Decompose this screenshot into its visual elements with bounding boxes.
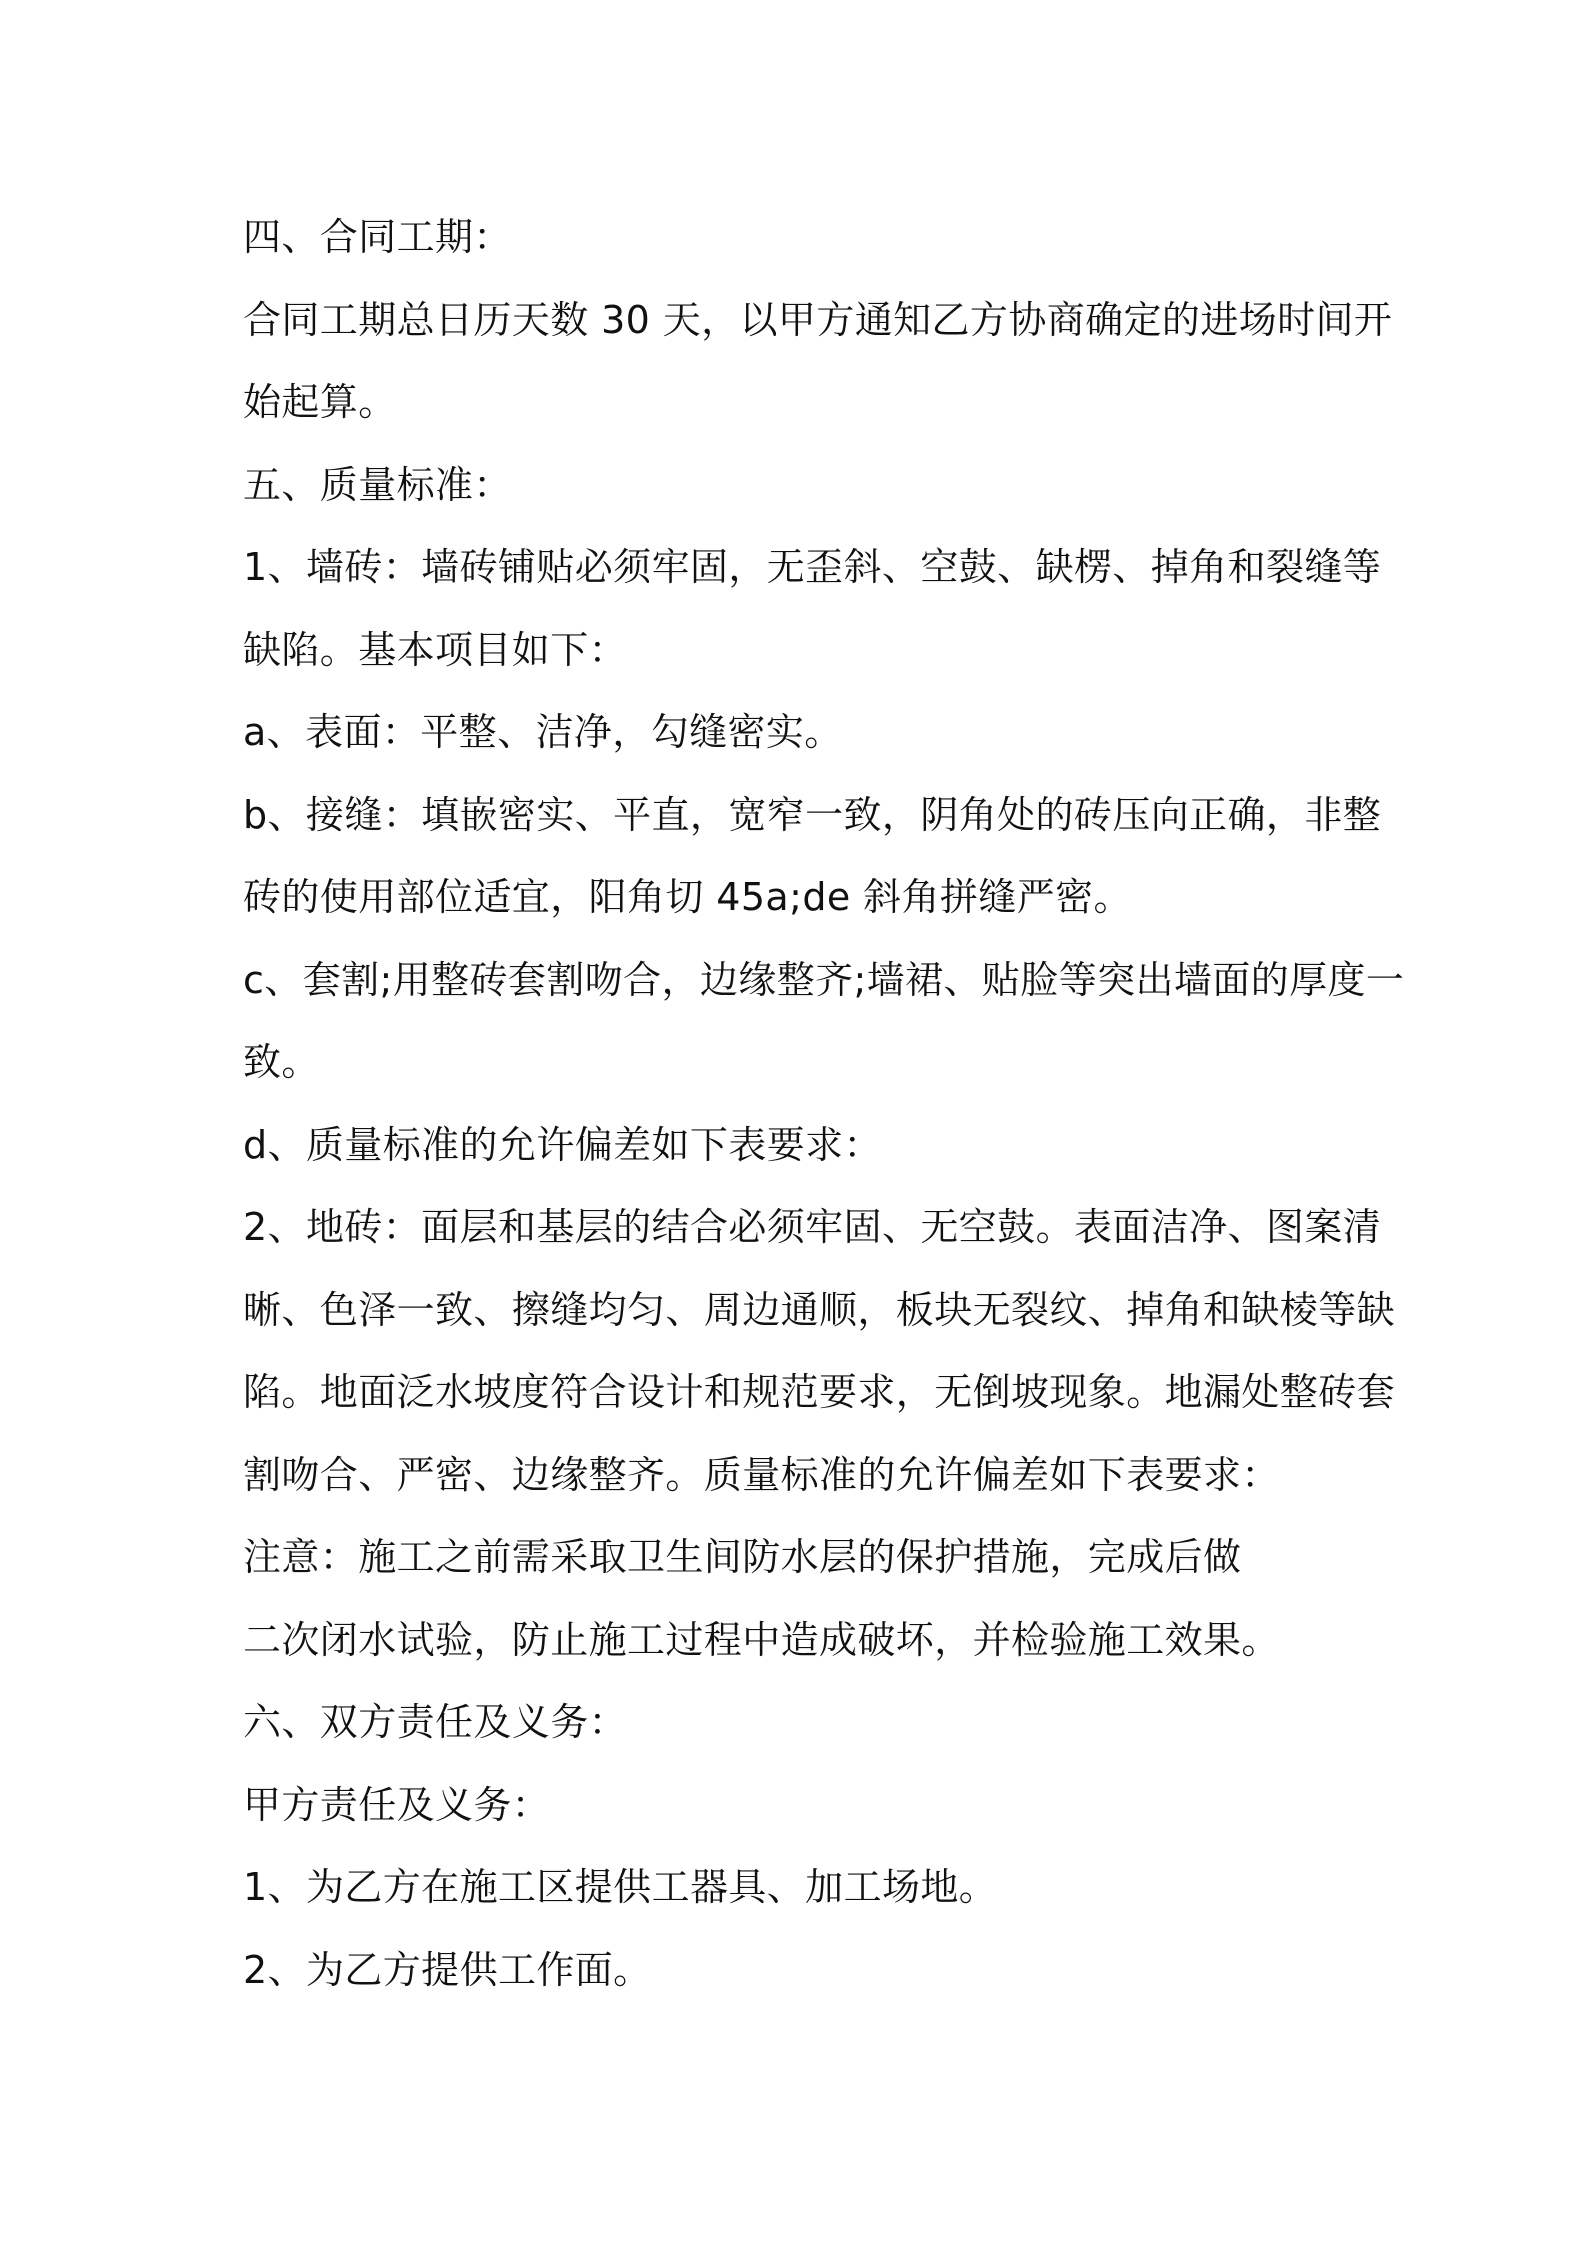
paragraph-line: 陷。地面泛水坡度符合设计和规范要求，无倒坡现象。地漏处整砖套 <box>243 1370 1396 1414</box>
paragraph-line: c、套割;用整砖套割吻合，边缘整齐;墙裙、贴脸等突出墙面的厚度一 <box>243 957 1405 1002</box>
paragraph-line: 2、地砖：面层和基层的结合必须牢固、无空鼓。表面洁净、图案清 <box>243 1205 1382 1249</box>
paragraph-line: 合同工期总日历天数 30 天，以甲方通知乙方协商确定的进场时间开 <box>243 297 1393 342</box>
section-heading-quality-standard: 五、质量标准： <box>243 462 512 507</box>
paragraph-line: 晰、色泽一致、擦缝均匀、周边通顺，板块无裂纹、掉角和缺棱等缺 <box>243 1287 1396 1332</box>
paragraph-line: 甲方责任及义务： <box>243 1782 551 1827</box>
paragraph-line: 注意：施工之前需采取卫生间防水层的保护措施，完成后做 <box>243 1535 1242 1579</box>
paragraph-line: 2、为乙方提供工作面。 <box>243 1947 652 1992</box>
document-body <box>243 196 1405 2011</box>
paragraph-line: 始起算。 <box>243 380 397 424</box>
section-heading-contract-period: 四、合同工期： <box>243 215 512 259</box>
section-heading-responsibilities: 六、双方责任及义务： <box>243 1700 628 1744</box>
paragraph-line: d、质量标准的允许偏差如下表要求： <box>243 1122 882 1167</box>
paragraph-line: 砖的使用部位适宜，阳角切 45a;de 斜角拼缝严密。 <box>243 875 1132 919</box>
paragraph-line: 缺陷。基本项目如下： <box>243 627 628 672</box>
paragraph-line: 二次闭水试验，防止施工过程中造成破坏，并检验施工效果。 <box>243 1617 1280 1662</box>
paragraph-line: 割吻合、严密、边缘整齐。质量标准的允许偏差如下表要求： <box>243 1452 1280 1497</box>
paragraph-line: 1、墙砖：墙砖铺贴必须牢固，无歪斜、空鼓、缺楞、掉角和裂缝等 <box>243 545 1382 589</box>
paragraph-line: 1、为乙方在施工区提供工器具、加工场地。 <box>243 1865 998 1909</box>
paragraph-line: b、接缝：填嵌密实、平直，宽窄一致，阴角处的砖压向正确，非整 <box>243 792 1382 837</box>
paragraph-line: 致。 <box>243 1040 320 1084</box>
paragraph-line: a、表面：平整、洁净，勾缝密实。 <box>243 710 843 754</box>
